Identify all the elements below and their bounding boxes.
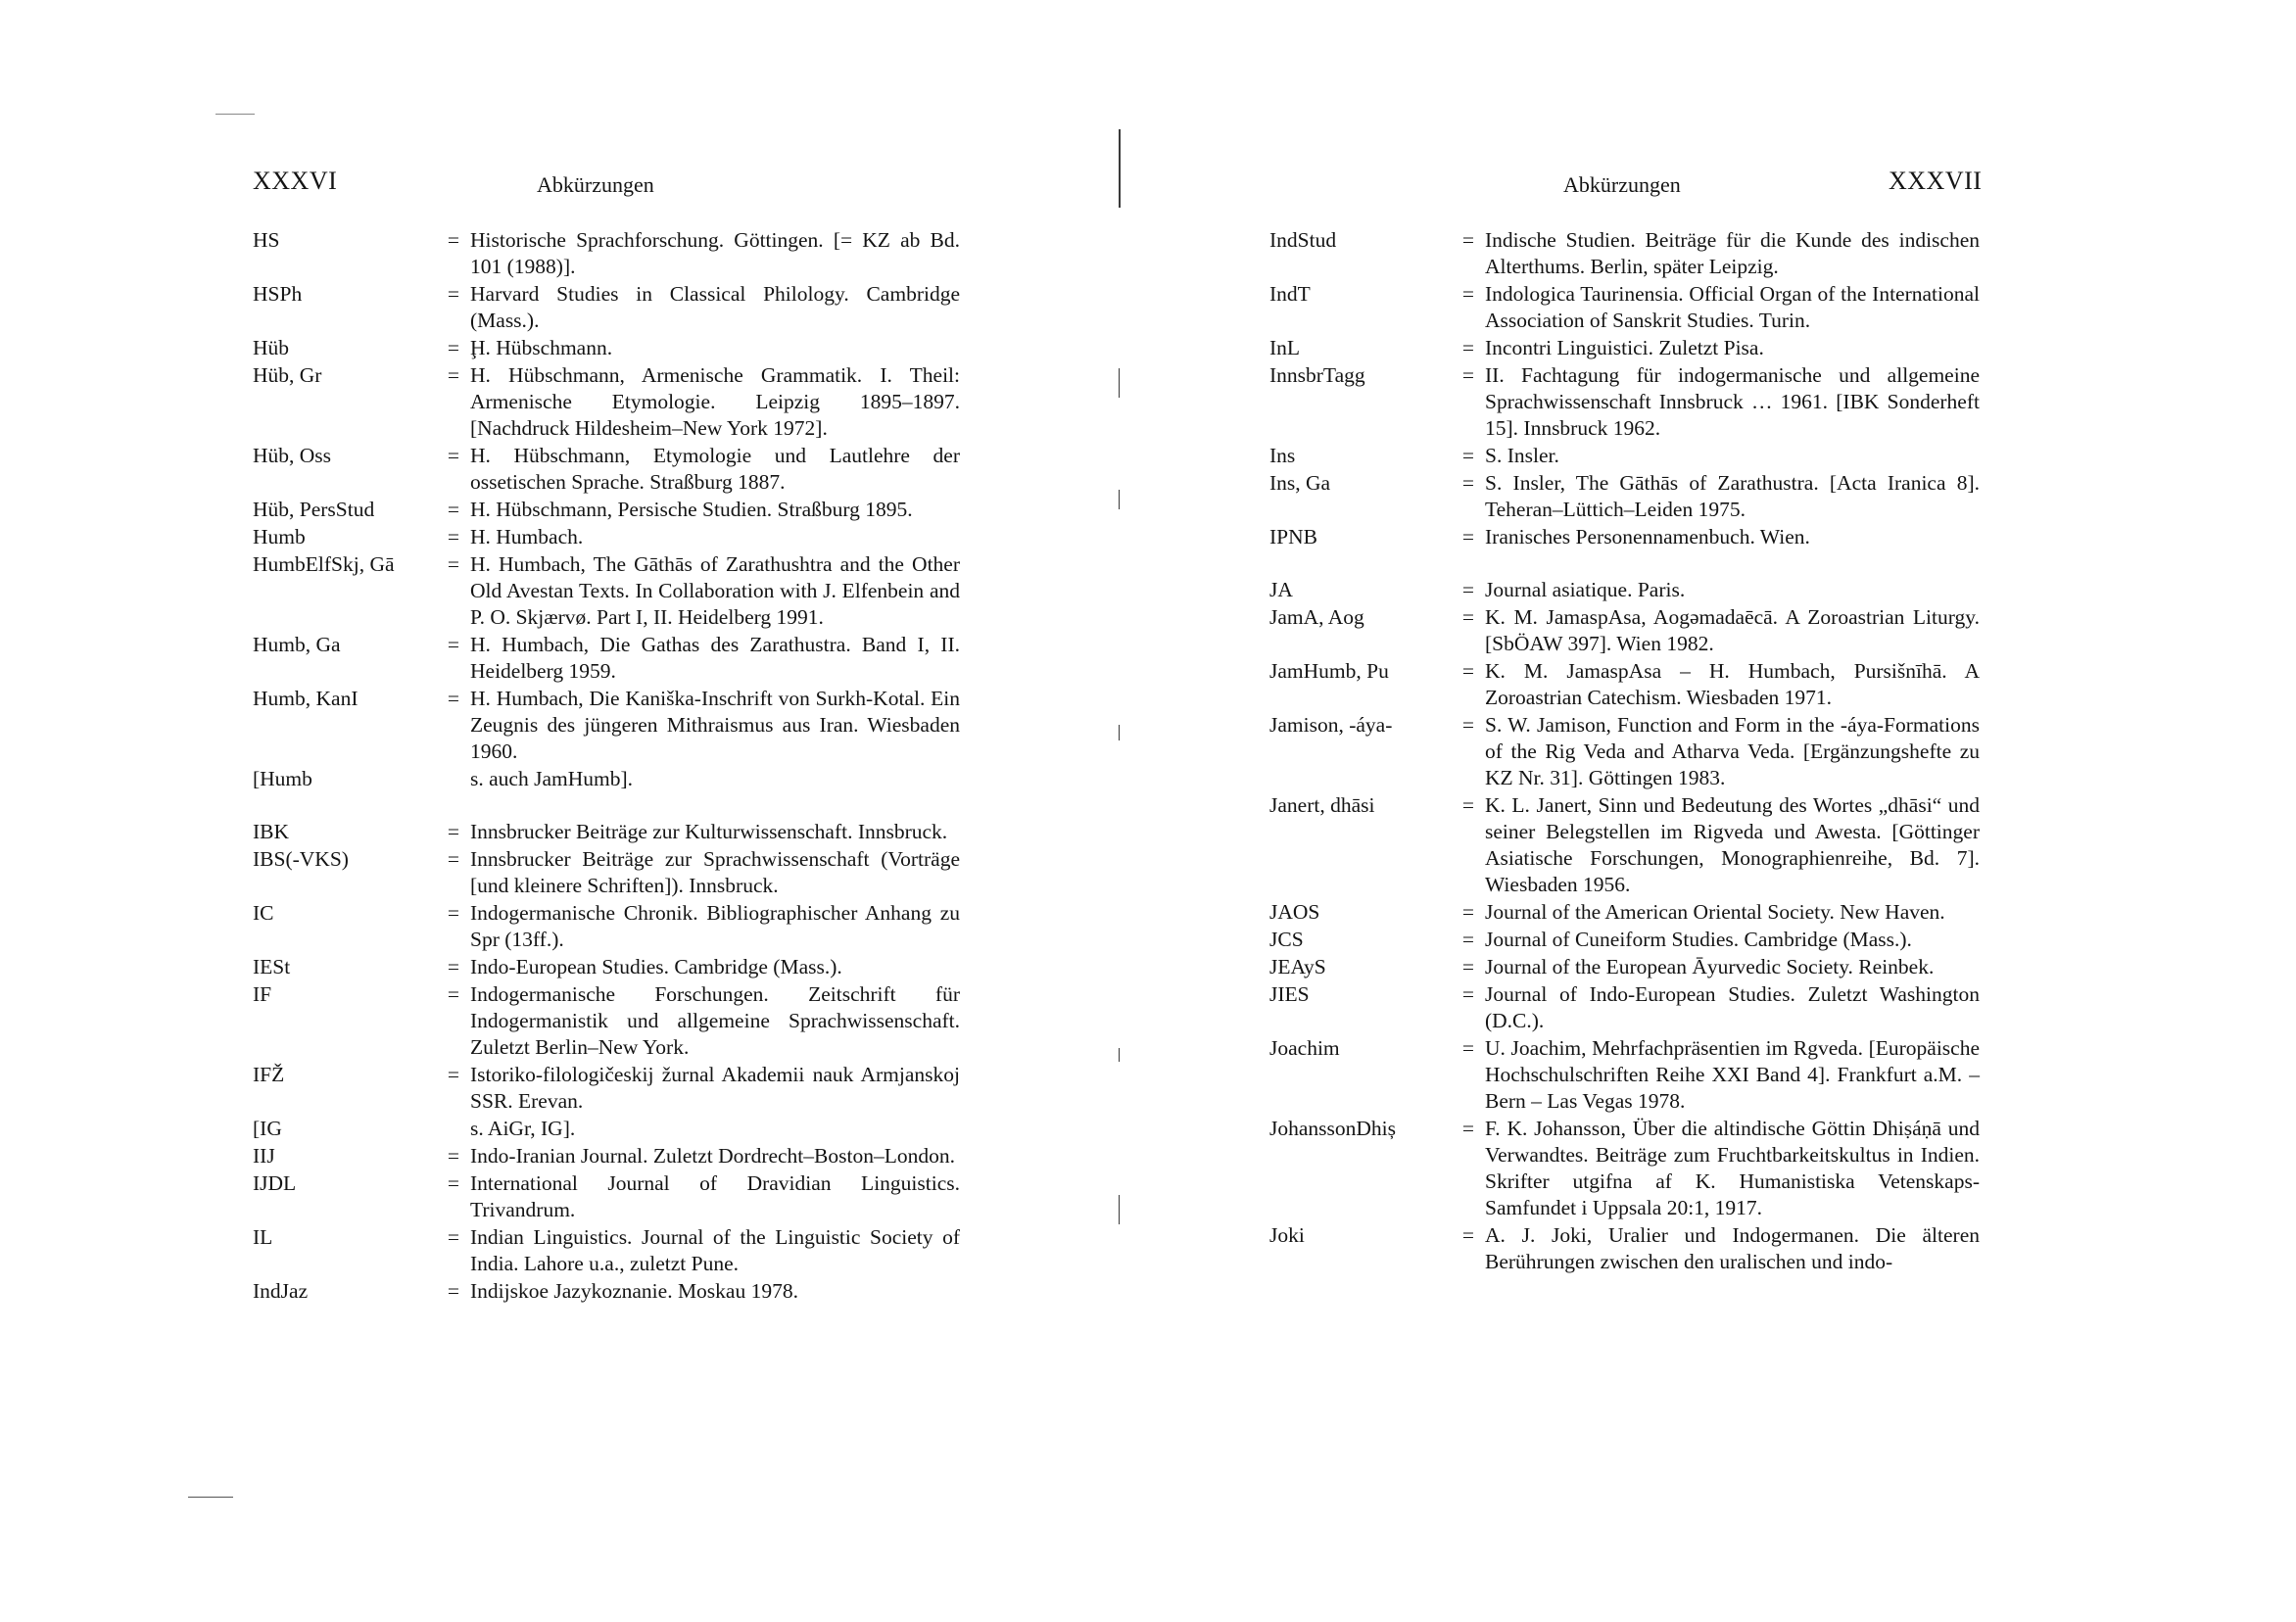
entry-definition: Ḩ. Hübschmann. xyxy=(470,336,613,359)
abbreviation-entry xyxy=(253,362,960,442)
abbreviation-entry xyxy=(1269,362,1980,442)
abbreviation-entry xyxy=(253,632,960,685)
gutter-mark xyxy=(1119,1195,1120,1224)
entry-definition: Indologica Taurinensia. Official Organ of the International Association of Sanskrit Studies. Turin. xyxy=(1485,282,1980,332)
entry-definition: K. M. JamaspAsa, Aogəmadaēcā. A Zoroastrian Liturgy. [SbÖAW 397]. Wien 1982. xyxy=(1485,605,1980,655)
entry-equals-sign: = xyxy=(1461,659,1475,683)
entry-abbreviation: JAOS xyxy=(1269,900,1320,924)
entry-equals-sign: = xyxy=(1461,444,1475,467)
entry-equals-sign: = xyxy=(1461,900,1475,924)
entry-equals-sign: = xyxy=(447,982,460,1006)
abbreviation-entry xyxy=(253,1278,960,1305)
abbreviation-entry xyxy=(253,954,960,980)
entry-abbreviation: JEAyS xyxy=(1269,955,1326,978)
abbreviation-entry xyxy=(1269,712,1980,791)
entry-abbreviation: JIES xyxy=(1269,982,1310,1006)
entry-definition: H. Humbach, Die Kaniška-Inschrift von Surkh-Kotal. Ein Zeugnis des jüngeren Mithraismus aus Iran. Wiesbaden 1960. xyxy=(470,687,960,763)
entry-abbreviation: Ins xyxy=(1269,444,1296,467)
entry-abbreviation: Humb, KanI xyxy=(253,687,359,710)
abbreviation-entry xyxy=(1269,927,1980,953)
entry-definition: H. Humbach. xyxy=(470,525,584,549)
gutter-mark xyxy=(1119,1048,1120,1062)
page-number-left: XXXVI xyxy=(253,167,338,195)
entry-equals-sign: = xyxy=(1461,228,1475,252)
abbreviation-entry xyxy=(253,551,960,631)
entry-equals-sign: = xyxy=(1461,928,1475,951)
abbreviation-entry xyxy=(253,1224,960,1277)
entry-definition: Incontri Linguistici. Zuletzt Pisa. xyxy=(1485,336,1764,359)
gutter-mark xyxy=(1119,129,1121,208)
abbreviation-entry xyxy=(253,281,960,334)
abbreviation-entry xyxy=(253,443,960,496)
entry-definition: s. auch JamHumb]. xyxy=(470,767,633,790)
abbreviation-entry xyxy=(253,846,960,899)
entry-definition: S. Insler, The Gāthās of Zarathustra. [Acta Iranica 8]. Teheran–Lüttich–Leiden 1975. xyxy=(1485,471,1980,521)
entry-equals-sign: = xyxy=(1461,605,1475,629)
entry-definition: Journal of Indo-European Studies. Zuletzt Washington (D.C.). xyxy=(1485,982,1980,1032)
abbreviation-entry xyxy=(1269,524,1980,550)
abbreviation-entry xyxy=(253,686,960,765)
entry-definition: H. Hübschmann, Armenische Grammatik. I. Theil: Armenische Etymologie. Leipzig 1895–1897. [Nachdruck Hildesheim–New York 1972]. xyxy=(470,363,960,440)
entry-abbreviation: IndJaz xyxy=(253,1279,309,1303)
entry-equals-sign: = xyxy=(447,955,460,978)
entry-definition: Indian Linguistics. Journal of the Linguistic Society of India. Lahore u.a., zuletzt Pune. xyxy=(470,1225,960,1275)
entry-abbreviation: JamA, Aog xyxy=(1269,605,1364,629)
entry-abbreviation: JamHumb, Pu xyxy=(1269,659,1389,683)
abbreviation-entry xyxy=(1269,899,1980,926)
gutter-mark xyxy=(1119,368,1120,398)
entry-abbreviation: IPNB xyxy=(1269,525,1317,549)
abbreviation-entry xyxy=(253,766,960,792)
entry-abbreviation: IFŽ xyxy=(253,1063,285,1086)
entry-equals-sign: = xyxy=(1461,982,1475,1006)
abbreviation-entry xyxy=(253,1116,960,1142)
entry-equals-sign: = xyxy=(447,444,460,467)
entry-abbreviation: Hüb, PersStud xyxy=(253,498,375,521)
entry-definition: Indogermanische Chronik. Bibliographischer Anhang zu Spr (13ff.). xyxy=(470,901,960,951)
abbreviation-entry xyxy=(1269,1035,1980,1115)
abbreviation-entry xyxy=(253,1062,960,1115)
entry-equals-sign: = xyxy=(447,525,460,549)
entry-definition: Journal asiatique. Paris. xyxy=(1485,578,1686,601)
entry-definition: S. Insler. xyxy=(1485,444,1559,467)
entry-equals-sign: = xyxy=(447,498,460,521)
abbreviation-entry xyxy=(1269,335,1980,361)
entry-abbreviation: JA xyxy=(1269,578,1293,601)
entry-definition: Historische Sprachforschung. Göttingen. [= KZ ab Bd. 101 (1988)]. xyxy=(470,228,960,278)
entry-abbreviation: IndT xyxy=(1269,282,1311,306)
entry-abbreviation: IESt xyxy=(253,955,291,978)
entry-definition: Indische Studien. Beiträge für die Kunde des indischen Alterthums. Berlin, später Leipzig. xyxy=(1485,228,1980,278)
abbreviation-entry xyxy=(1269,577,1980,603)
entry-equals-sign: = xyxy=(447,1144,460,1168)
scan-speck xyxy=(188,1497,233,1498)
entry-abbreviation: IIJ xyxy=(253,1144,275,1168)
entry-equals-sign: = xyxy=(1461,282,1475,306)
entry-definition: Innsbrucker Beiträge zur Sprachwissenschaft (Vorträge [und kleinere Schriften]). Innsbruck. xyxy=(470,847,960,897)
entry-equals-sign: = xyxy=(1461,955,1475,978)
entry-equals-sign: = xyxy=(1461,363,1475,387)
entry-abbreviation: IL xyxy=(253,1225,273,1249)
entry-abbreviation: [Humb xyxy=(253,767,312,790)
entry-equals-sign: = xyxy=(447,336,460,359)
entry-definition: Journal of Cuneiform Studies. Cambridge (Mass.). xyxy=(1485,928,1912,951)
abbreviation-entry xyxy=(1269,281,1980,334)
abbreviation-entry xyxy=(1269,470,1980,523)
abbreviation-list-left xyxy=(253,227,960,1306)
entry-abbreviation: JohanssonDhiș xyxy=(1269,1117,1397,1140)
entry-abbreviation: InnsbrTagg xyxy=(1269,363,1365,387)
abbreviation-entry xyxy=(1269,792,1980,898)
abbreviation-entry xyxy=(253,981,960,1061)
abbreviation-entry xyxy=(1269,443,1980,469)
left-page xyxy=(0,0,1136,1622)
entry-equals-sign: = xyxy=(1461,336,1475,359)
entry-abbreviation: Jamison, -áya- xyxy=(1269,713,1393,737)
entry-definition: s. AiGr, IG]. xyxy=(470,1117,576,1140)
entry-abbreviation: HSPh xyxy=(253,282,303,306)
abbreviation-entry xyxy=(1269,658,1980,711)
gutter-mark xyxy=(1119,490,1120,509)
entry-definition: Journal of the European Āyurvedic Society. Reinbek. xyxy=(1485,955,1935,978)
entry-abbreviation: IC xyxy=(253,901,274,925)
entry-equals-sign: = xyxy=(447,687,460,710)
abbreviation-entry xyxy=(1269,981,1980,1034)
entry-abbreviation: JCS xyxy=(1269,928,1304,951)
entry-definition: H. Hübschmann, Etymologie und Lautlehre der ossetischen Sprache. Straßburg 1887. xyxy=(470,444,960,494)
running-head-right: Abkürzungen xyxy=(1563,172,1681,197)
entry-definition: II. Fachtagung für indogermanische und allgemeine Sprachwissenschaft Innsbruck … 1961. [IBK Sonderheft 15]. Innsbruck 1962. xyxy=(1485,363,1980,440)
entry-definition: K. L. Janert, Sinn und Bedeutung des Wortes „dhāsi“ und seiner Belegstellen im Rigveda und Awesta. [Göttinger Asiatische Forschungen, Monographienreihe, Bd. 7]. Wiesbaden 1956. xyxy=(1485,793,1980,896)
entry-definition: Indo-European Studies. Cambridge (Mass.). xyxy=(470,955,842,978)
abbreviation-entry xyxy=(253,1170,960,1223)
abbreviation-entry xyxy=(1269,604,1980,657)
entry-equals-sign: = xyxy=(447,820,460,843)
entry-abbreviation: IJDL xyxy=(253,1171,297,1195)
entry-definition: Istoriko-filologičeskij žurnal Akademii nauk Armjanskoj SSR. Erevan. xyxy=(470,1063,960,1113)
entry-equals-sign: = xyxy=(1461,713,1475,737)
entry-abbreviation: HumbElfSkj, Gā xyxy=(253,552,395,576)
abbreviation-entry xyxy=(1269,1222,1980,1275)
entry-definition: H. Hübschmann, Persische Studien. Straßburg 1895. xyxy=(470,498,913,521)
entry-equals-sign: = xyxy=(1461,1223,1475,1247)
entry-equals-sign: = xyxy=(447,1279,460,1303)
page-number-right: XXXVII xyxy=(1889,167,1983,195)
abbreviation-entry xyxy=(1269,1116,1980,1221)
entry-definition: A. J. Joki, Uralier und Indogermanen. Die älteren Berührungen zwischen den uralischen und indo- xyxy=(1485,1223,1980,1273)
right-page xyxy=(1136,0,2296,1622)
abbreviation-list-right xyxy=(1269,227,1980,1276)
entry-abbreviation: Joachim xyxy=(1269,1036,1340,1060)
abbreviation-entry xyxy=(1269,227,1980,280)
entry-equals-sign: = xyxy=(1461,1036,1475,1060)
entry-abbreviation: HS xyxy=(253,228,280,252)
scan-speck xyxy=(215,114,255,115)
entry-definition: International Journal of Dravidian Linguistics. Trivandrum. xyxy=(470,1171,960,1221)
entry-abbreviation: Hüb, Oss xyxy=(253,444,332,467)
entry-equals-sign: = xyxy=(447,901,460,925)
entry-equals-sign: = xyxy=(447,1171,460,1195)
entry-definition: U. Joachim, Mehrfachpräsentien im Rgveda. [Europäische Hochschulschriften Reihe XXI Band 4]. Frankfurt a.M. – Bern – Las Vegas 1978. xyxy=(1485,1036,1980,1113)
entry-abbreviation: [IG xyxy=(253,1117,282,1140)
entry-definition: Indogermanische Forschungen. Zeitschrift für Indogermanistik und allgemeine Sprachwissenschaft. Zuletzt Berlin–New York. xyxy=(470,982,960,1059)
entry-equals-sign: = xyxy=(1461,1117,1475,1140)
entry-abbreviation: IBK xyxy=(253,820,290,843)
abbreviation-entry xyxy=(253,819,960,845)
entry-abbreviation: Joki xyxy=(1269,1223,1305,1247)
entry-equals-sign: = xyxy=(447,282,460,306)
entry-equals-sign: = xyxy=(1461,578,1475,601)
abbreviation-entry xyxy=(253,900,960,953)
entry-definition: Indijskoe Jazykoznanie. Moskau 1978. xyxy=(470,1279,798,1303)
entry-abbreviation: IBS(-VKS) xyxy=(253,847,349,871)
entry-abbreviation: Humb, Ga xyxy=(253,633,341,656)
entry-abbreviation: IndStud xyxy=(1269,228,1337,252)
entry-abbreviation: Hüb, Gr xyxy=(253,363,322,387)
entry-abbreviation: Humb xyxy=(253,525,306,549)
entry-definition: Iranisches Personennamenbuch. Wien. xyxy=(1485,525,1810,549)
entry-abbreviation: Ins, Ga xyxy=(1269,471,1331,495)
entry-equals-sign: = xyxy=(447,1225,460,1249)
entry-abbreviation: InL xyxy=(1269,336,1301,359)
entry-equals-sign: = xyxy=(447,552,460,576)
abbreviation-entry xyxy=(253,1143,960,1169)
entry-abbreviation: Hüb xyxy=(253,336,290,359)
entry-equals-sign: = xyxy=(1461,471,1475,495)
abbreviation-entry xyxy=(1269,954,1980,980)
gutter-mark xyxy=(1119,725,1120,740)
entry-definition: Innsbrucker Beiträge zur Kulturwissenschaft. Innsbruck. xyxy=(470,820,948,843)
entry-equals-sign: = xyxy=(447,847,460,871)
entry-definition: H. Humbach, Die Gathas des Zarathustra. Band I, II. Heidelberg 1959. xyxy=(470,633,960,683)
entry-equals-sign: = xyxy=(447,1063,460,1086)
running-head-left: Abkürzungen xyxy=(537,172,654,197)
entry-definition: K. M. JamaspAsa – H. Humbach, Pursišnīhā. A Zoroastrian Catechism. Wiesbaden 1971. xyxy=(1485,659,1980,709)
entry-definition: Journal of the American Oriental Society. New Haven. xyxy=(1485,900,1945,924)
entry-abbreviation: Janert, dhāsi xyxy=(1269,793,1375,817)
entry-definition: F. K. Johansson, Über die altindische Göttin Dhiṣáṇā und Verwandtes. Beiträge zum Fruchtbarkeitskultus in Indien. Skrifter utgifna af K. Humanistiska Vetenskaps-Samfundet i Uppsala 20:1, 1917. xyxy=(1485,1117,1980,1219)
entry-definition: H. Humbach, The Gāthās of Zarathushtra and the Other Old Avestan Texts. In Collaboration with J. Elfenbein and P. O. Skjærvø. Part I, II. Heidelberg 1991. xyxy=(470,552,960,629)
entry-definition: Harvard Studies in Classical Philology. Cambridge (Mass.). xyxy=(470,282,960,332)
entry-definition: S. W. Jamison, Function and Form in the -áya-Formations of the Rig Veda and Atharva Veda. [Ergänzungshefte zu KZ Nr. 31]. Göttingen 1983. xyxy=(1485,713,1980,789)
entry-equals-sign: = xyxy=(1461,525,1475,549)
entry-equals-sign: = xyxy=(1461,793,1475,817)
abbreviation-entry xyxy=(253,524,960,550)
entry-equals-sign: = xyxy=(447,633,460,656)
entry-equals-sign: = xyxy=(447,363,460,387)
abbreviation-entry xyxy=(253,497,960,523)
entry-equals-sign: = xyxy=(447,228,460,252)
abbreviation-entry xyxy=(253,227,960,280)
abbreviation-entry xyxy=(253,335,960,361)
entry-definition: Indo-Iranian Journal. Zuletzt Dordrecht–Boston–London. xyxy=(470,1144,955,1168)
entry-abbreviation: IF xyxy=(253,982,272,1006)
